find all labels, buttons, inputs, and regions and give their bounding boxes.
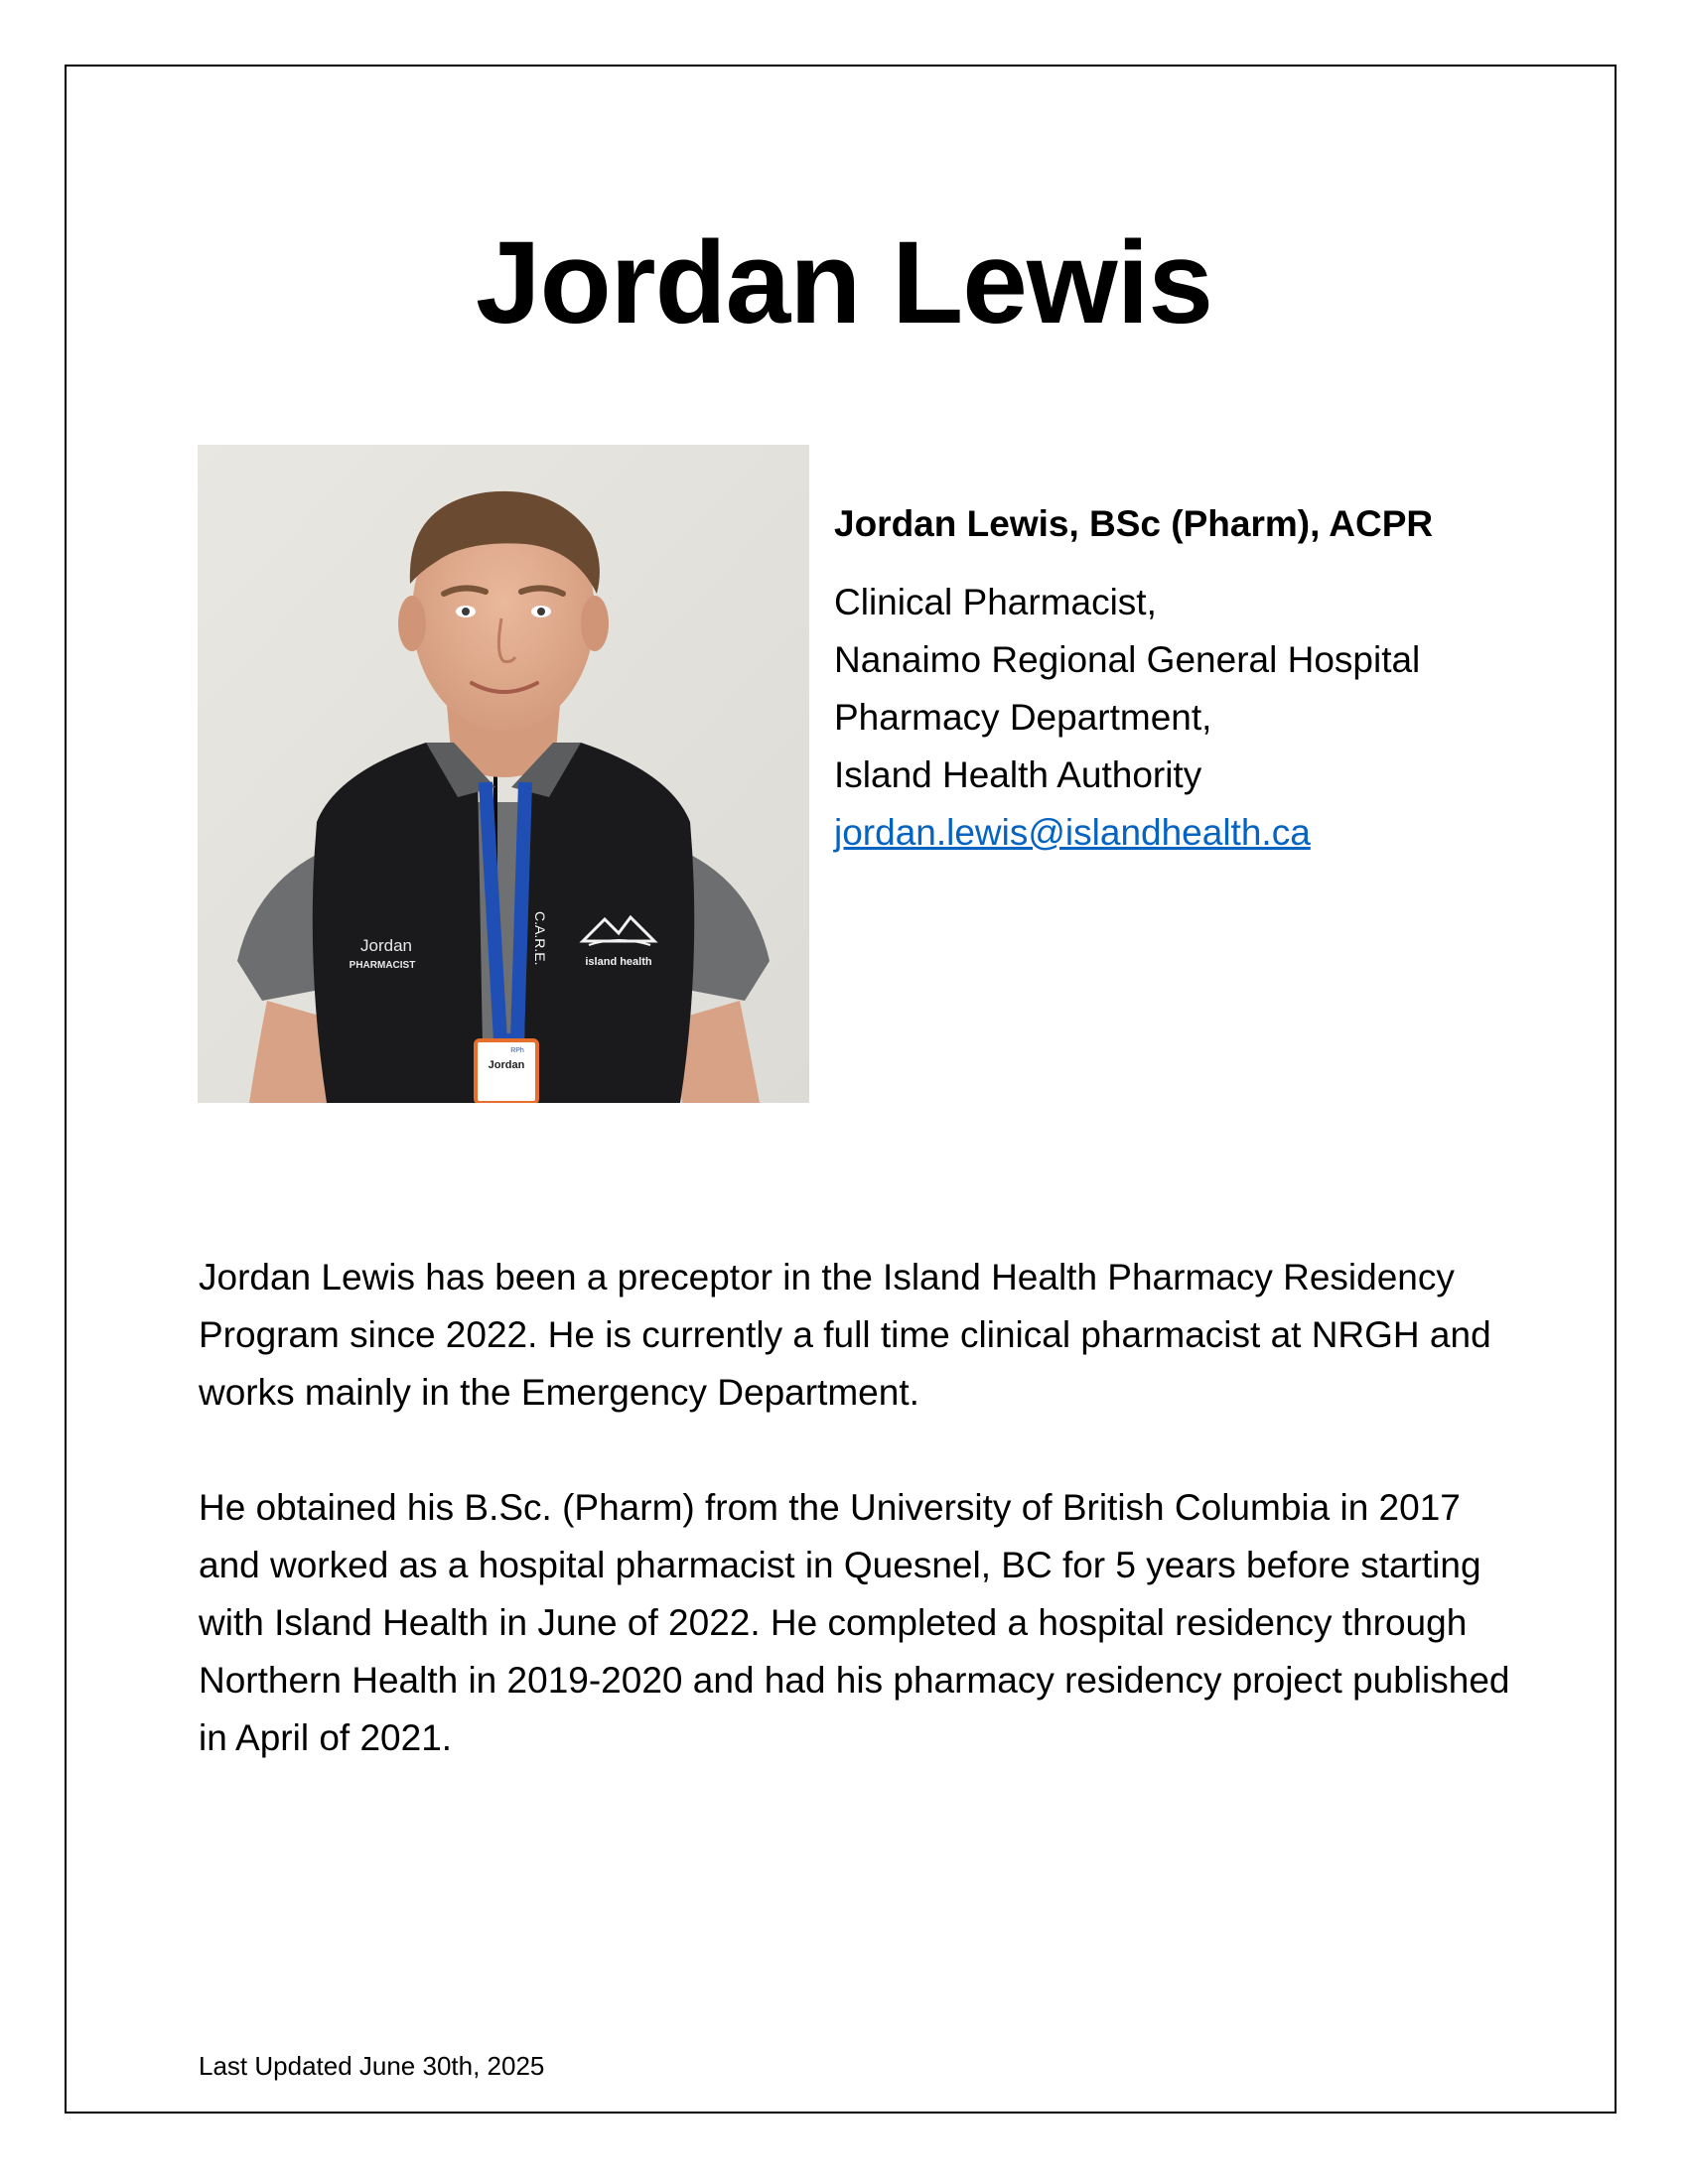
page-title: Jordan Lewis	[475, 217, 1213, 348]
position-line-2: Nanaimo Regional General Hospital	[834, 639, 1421, 680]
vest-name: Jordan	[360, 936, 412, 955]
bio-paragraph-2: He obtained his B.Sc. (Pharm) from the University of British Columbia in 2017 and worked as a hospital pharmacist in Quesnel, BC for 5 years before starting with Island Health in June of 2022. He completed a hospital residency through Northern Health in 2019-2020 and had his pharmacy residency project published in April of 2021.	[199, 1487, 1510, 1758]
last-updated: Last Updated June 30th, 2025	[199, 2051, 545, 2081]
lanyard-text: C.A.R.E.	[532, 911, 548, 966]
badge-code: RPh	[510, 1047, 524, 1054]
vest-logo-text: island health	[585, 956, 652, 968]
portrait-illustration	[198, 445, 809, 1103]
bio-section	[199, 1249, 1519, 1825]
position-line-1: Clinical Pharmacist,	[834, 582, 1157, 622]
email-link[interactable]: jordan.lewis@islandhealth.ca	[834, 812, 1311, 853]
profile-photo	[198, 445, 809, 1103]
contact-block	[834, 496, 1529, 862]
vest-role: PHARMACIST	[349, 960, 416, 971]
bio-paragraph-1: Jordan Lewis has been a preceptor in the Island Health Pharmacy Residency Program since 2022. He is currently a full time clinical pharmacist at NRGH and works mainly in the Emergency Department.	[199, 1257, 1491, 1413]
badge-name: Jordan	[488, 1059, 525, 1071]
position-line-4: Island Health Authority	[834, 754, 1202, 795]
position-line-3: Pharmacy Department,	[834, 697, 1212, 738]
name-credentials: Jordan Lewis, BSc (Pharm), ACPR	[834, 503, 1434, 544]
